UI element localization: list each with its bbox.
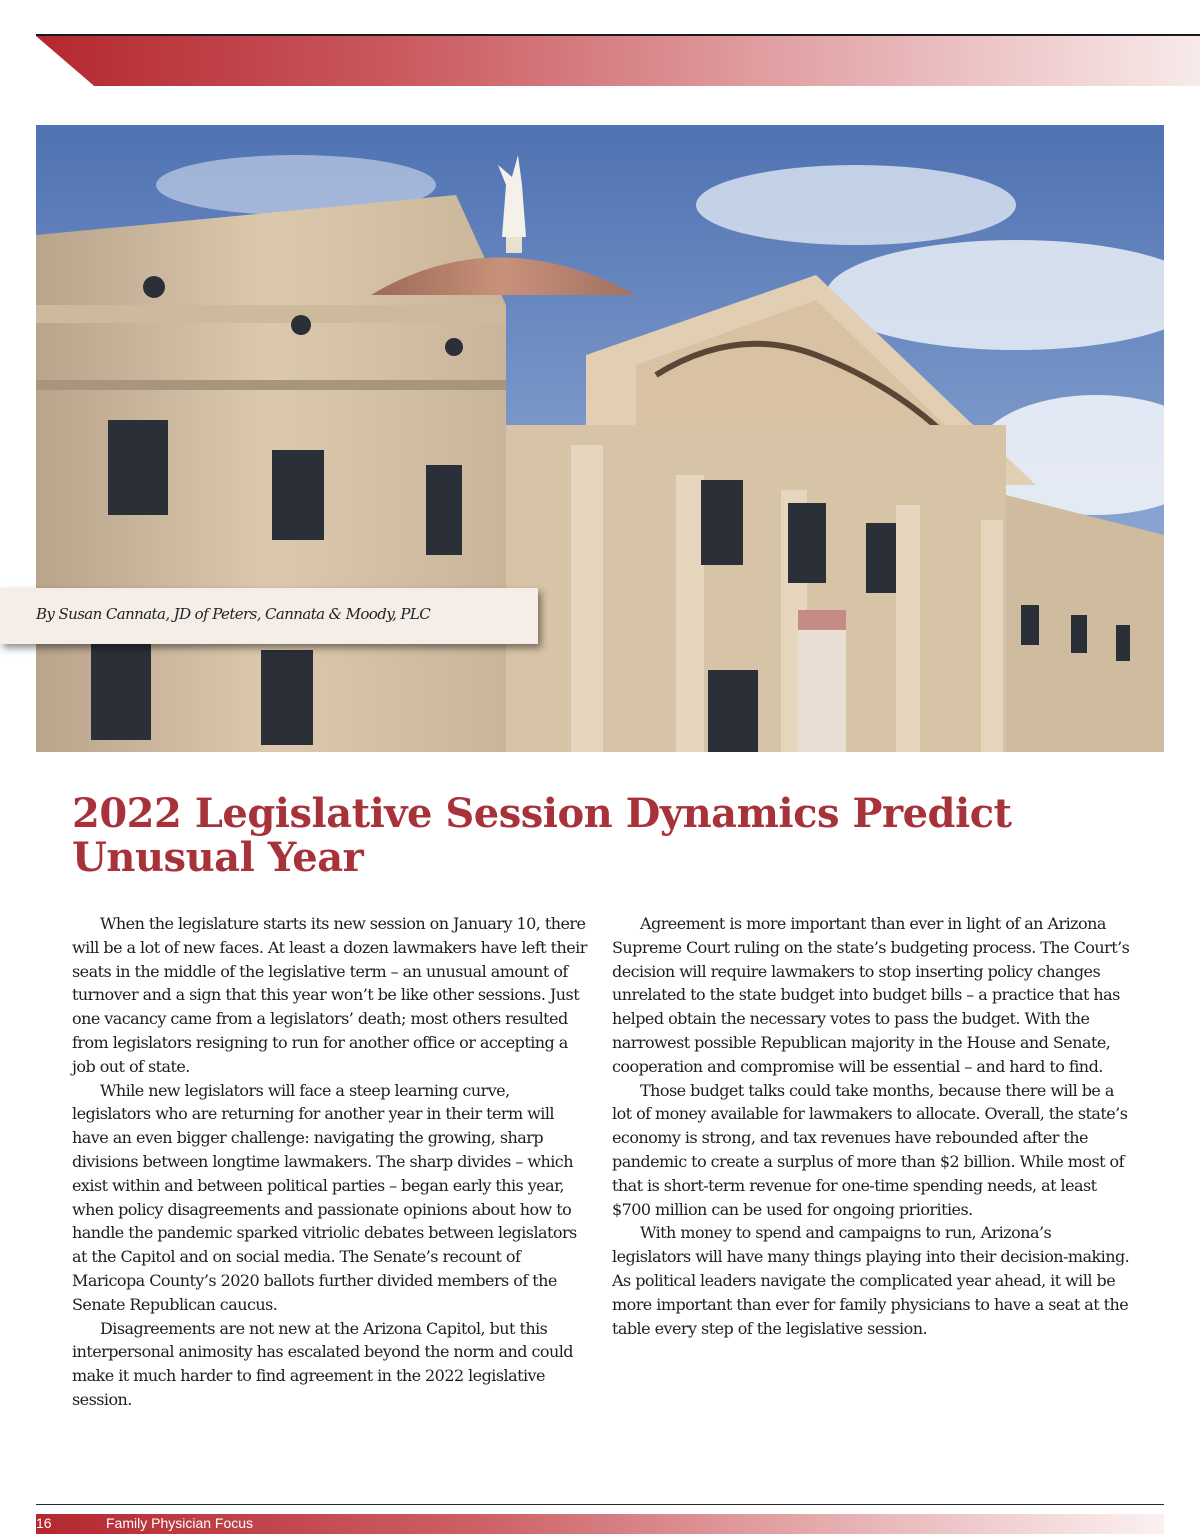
left-column (72, 912, 592, 1412)
paragraph: While new legislators will face a steep learning curve, legislators who are returning for another year in their term will have an even bigger challenge: navigating the growing, sharp divisions between longtime lawmakers. The sharp divides – which exist within and between political parties – began early this year, when policy disagreements and passionate opinions about how to handle the pandemic sparked vitriolic debates between legislators at the Capitol and on social media. The Senate’s recount of Maricopa County’s 2020 ballots further divided members of the Senate Republican caucus. (72, 1080, 577, 1314)
byline: By Susan Cannata, JD of Peters, Cannata & Moody, PLC (36, 605, 431, 623)
right-column (612, 912, 1132, 1340)
top-banner (36, 36, 1200, 86)
paragraph: With money to spend and campaigns to run, Arizona’s legislators will have many things playing into their decision-making. As political leaders navigate the complicated year ahead, it will be more important than ever for family physicians to have a seat at the table every step of the legislative session. (612, 1223, 1130, 1338)
capitol-photo (36, 125, 1164, 752)
paragraph: When the legislature starts its new session on January 10, there will be a lot of new faces. At least a dozen lawmakers have left their seats in the middle of the legislative term – an unusual amount of turnover and a sign that this year won’t be like other sessions. Just one vacancy came from a legislators’ death; most others resulted from legislators resigning to run for another office or accepting a job out of state. (72, 914, 587, 1076)
headline: 2022 Legislative Session Dynamics Predict Unusual Year (72, 790, 1012, 881)
top-rule (36, 34, 1200, 36)
byline-box (0, 588, 538, 644)
publication-name: Family Physician Focus (106, 1515, 254, 1531)
page-number: 16 (36, 1515, 52, 1531)
paragraph: Those budget talks could take months, because there will be a lot of money available for lawmakers to allocate. Overall, the state’s economy is strong, and tax revenues have rebounded after the pandemic to create a surplus of more than $2 billion. While most of that is short-term revenue for one-time spending needs, at least $700 million can be used for ongoing priorities. (612, 1080, 1128, 1219)
paragraph: Disagreements are not new at the Arizona Capitol, but this interpersonal animosity has escalated beyond the norm and could make it much harder to find agreement in the 2022 legislative session. (72, 1318, 573, 1409)
paragraph: Agreement is more important than ever in light of an Arizona Supreme Court ruling on the state’s budgeting process. The Court’s decision will require lawmakers to stop inserting policy changes unrelated to the state budget into budget bills – a practice that has helped obtain the necessary votes to pass the budget. With the narrowest possible Republican majority in the House and Senate, cooperation and compromise will be essential – and hard to find. (612, 914, 1130, 1076)
bottom-rule (36, 1504, 1164, 1505)
